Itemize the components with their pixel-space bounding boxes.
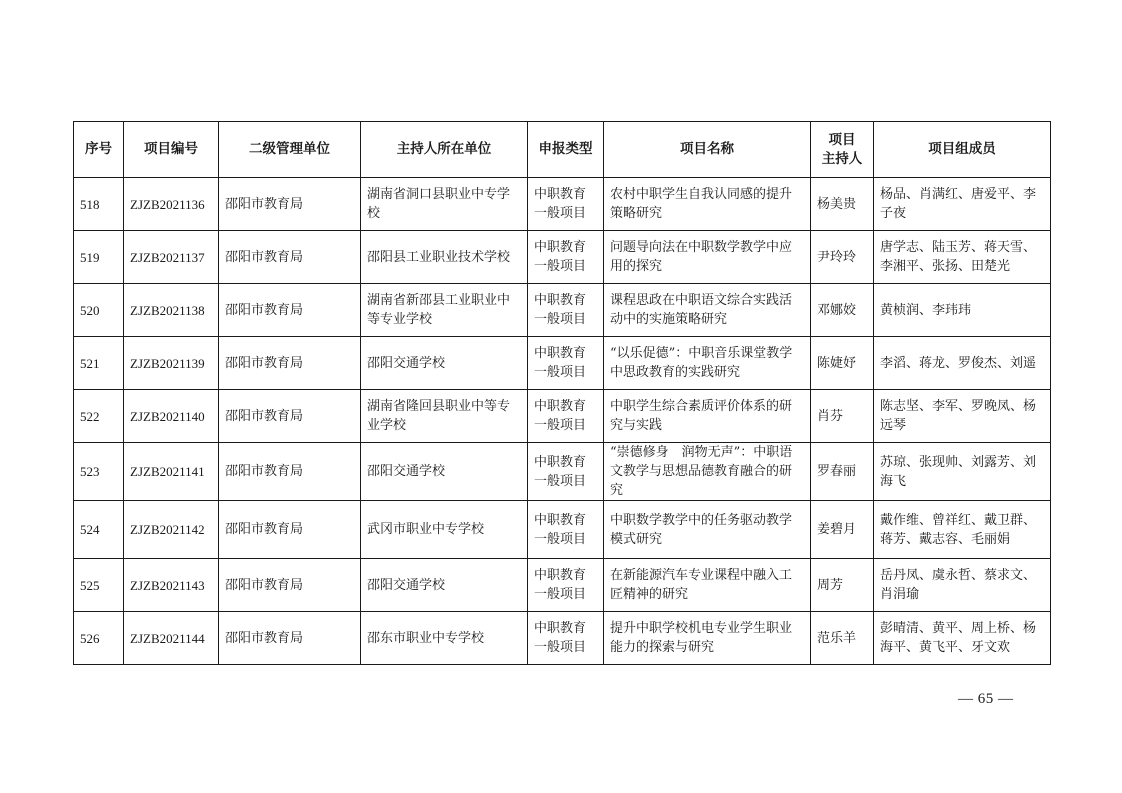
cell-type: 中职教育一般项目 <box>528 501 604 559</box>
table-body <box>74 178 1051 665</box>
cell-host: 罗春丽 <box>811 443 874 501</box>
cell-seq: 522 <box>74 390 124 443</box>
cell-host-unit: 邵阳交通学校 <box>361 559 528 612</box>
cell-host-unit: 邵阳县工业职业技术学校 <box>361 231 528 284</box>
table-row <box>74 337 1051 390</box>
cell-type: 中职教育一般项目 <box>528 337 604 390</box>
cell-name: 在新能源汽车专业课程中融入工匠精神的研究 <box>604 559 811 612</box>
cell-members: 唐学志、陆玉芳、蒋天雪、李湘平、张扬、田楚光 <box>874 231 1051 284</box>
cell-name: 农村中职学生自我认同感的提升策略研究 <box>604 178 811 231</box>
cell-host: 尹玲玲 <box>811 231 874 284</box>
cell-unit: 邵阳市教育局 <box>219 178 361 231</box>
cell-type: 中职教育一般项目 <box>528 390 604 443</box>
table-row <box>74 559 1051 612</box>
table-header-row <box>74 122 1051 178</box>
cell-unit: 邵阳市教育局 <box>219 501 361 559</box>
cell-name: “以乐促德”：中职音乐课堂教学中思政教育的实践研究 <box>604 337 811 390</box>
cell-members: 陈志坚、李军、罗晚凤、杨远琴 <box>874 390 1051 443</box>
cell-seq: 521 <box>74 337 124 390</box>
table-row <box>74 284 1051 337</box>
header-seq: 序号 <box>74 122 124 178</box>
cell-host-unit: 湖南省隆回县职业中等专业学校 <box>361 390 528 443</box>
project-table <box>73 121 1051 665</box>
cell-code: ZJZB2021140 <box>124 390 219 443</box>
cell-code: ZJZB2021138 <box>124 284 219 337</box>
cell-unit: 邵阳市教育局 <box>219 337 361 390</box>
cell-type: 中职教育一般项目 <box>528 178 604 231</box>
header-type: 申报类型 <box>528 122 604 178</box>
cell-seq: 520 <box>74 284 124 337</box>
header-host-line1: 项目 <box>828 131 856 148</box>
header-host-unit: 主持人所在单位 <box>361 122 528 178</box>
cell-unit: 邵阳市教育局 <box>219 390 361 443</box>
cell-members: 李滔、蒋龙、罗俊杰、刘遥 <box>874 337 1051 390</box>
cell-host-unit: 邵阳交通学校 <box>361 443 528 501</box>
cell-members: 岳丹凤、虞永哲、蔡求文、肖涓瑜 <box>874 559 1051 612</box>
cell-name: 问题导向法在中职数学教学中应用的探究 <box>604 231 811 284</box>
table-row <box>74 178 1051 231</box>
cell-type: 中职教育一般项目 <box>528 284 604 337</box>
table-row <box>74 231 1051 284</box>
cell-seq: 518 <box>74 178 124 231</box>
header-members: 项目组成员 <box>874 122 1051 178</box>
cell-seq: 525 <box>74 559 124 612</box>
cell-code: ZJZB2021136 <box>124 178 219 231</box>
cell-members: 苏琼、张现帅、刘露芳、刘海飞 <box>874 443 1051 501</box>
cell-seq: 523 <box>74 443 124 501</box>
header-unit: 二级管理单位 <box>219 122 361 178</box>
cell-host: 肖芬 <box>811 390 874 443</box>
cell-type: 中职教育一般项目 <box>528 231 604 284</box>
cell-code: ZJZB2021143 <box>124 559 219 612</box>
cell-type: 中职教育一般项目 <box>528 559 604 612</box>
cell-code: ZJZB2021144 <box>124 612 219 665</box>
cell-unit: 邵阳市教育局 <box>219 443 361 501</box>
header-code: 项目编号 <box>124 122 219 178</box>
cell-members: 彭晴清、黄平、周上桥、杨海平、黄飞平、牙文欢 <box>874 612 1051 665</box>
cell-host: 邓娜姣 <box>811 284 874 337</box>
cell-unit: 邵阳市教育局 <box>219 559 361 612</box>
table-row <box>74 501 1051 559</box>
table-row <box>74 443 1051 501</box>
cell-host: 周芳 <box>811 559 874 612</box>
cell-host-unit: 武冈市职业中专学校 <box>361 501 528 559</box>
cell-name: 课程思政在中职语文综合实践活动中的实施策略研究 <box>604 284 811 337</box>
cell-type: 中职教育一般项目 <box>528 443 604 501</box>
header-name: 项目名称 <box>604 122 811 178</box>
cell-seq: 526 <box>74 612 124 665</box>
cell-unit: 邵阳市教育局 <box>219 231 361 284</box>
cell-host-unit: 湖南省洞口县职业中专学校 <box>361 178 528 231</box>
header-host <box>811 122 874 178</box>
cell-host: 杨美贵 <box>811 178 874 231</box>
cell-code: ZJZB2021137 <box>124 231 219 284</box>
page-number <box>958 691 1014 708</box>
cell-name: 中职数学教学中的任务驱动教学模式研究 <box>604 501 811 559</box>
cell-host-unit: 邵阳交通学校 <box>361 337 528 390</box>
cell-host-unit: 湖南省新邵县工业职业中等专业学校 <box>361 284 528 337</box>
cell-name: “崇德修身 润物无声”：中职语文教学与思想品德教育融合的研究 <box>604 443 811 501</box>
cell-host: 陈婕妤 <box>811 337 874 390</box>
cell-host: 姜碧月 <box>811 501 874 559</box>
cell-members: 杨品、肖满红、唐爱平、李子夜 <box>874 178 1051 231</box>
page-dash-left: — <box>958 691 974 707</box>
page-number-value: 65 <box>977 691 994 707</box>
cell-unit: 邵阳市教育局 <box>219 284 361 337</box>
cell-type: 中职教育一般项目 <box>528 612 604 665</box>
table-row <box>74 612 1051 665</box>
header-host-line2: 主持人 <box>821 150 863 167</box>
cell-name: 中职学生综合素质评价体系的研究与实践 <box>604 390 811 443</box>
table-row <box>74 390 1051 443</box>
cell-code: ZJZB2021141 <box>124 443 219 501</box>
cell-unit: 邵阳市教育局 <box>219 612 361 665</box>
cell-members: 戴作维、曾祥红、戴卫群、蒋芳、戴志容、毛丽娟 <box>874 501 1051 559</box>
cell-host: 范乐羊 <box>811 612 874 665</box>
cell-seq: 524 <box>74 501 124 559</box>
cell-members: 黄桢润、李玮玮 <box>874 284 1051 337</box>
cell-host-unit: 邵东市职业中专学校 <box>361 612 528 665</box>
cell-name: 提升中职学校机电专业学生职业能力的探索与研究 <box>604 612 811 665</box>
cell-seq: 519 <box>74 231 124 284</box>
page-dash-right: — <box>998 691 1014 707</box>
cell-code: ZJZB2021142 <box>124 501 219 559</box>
cell-code: ZJZB2021139 <box>124 337 219 390</box>
